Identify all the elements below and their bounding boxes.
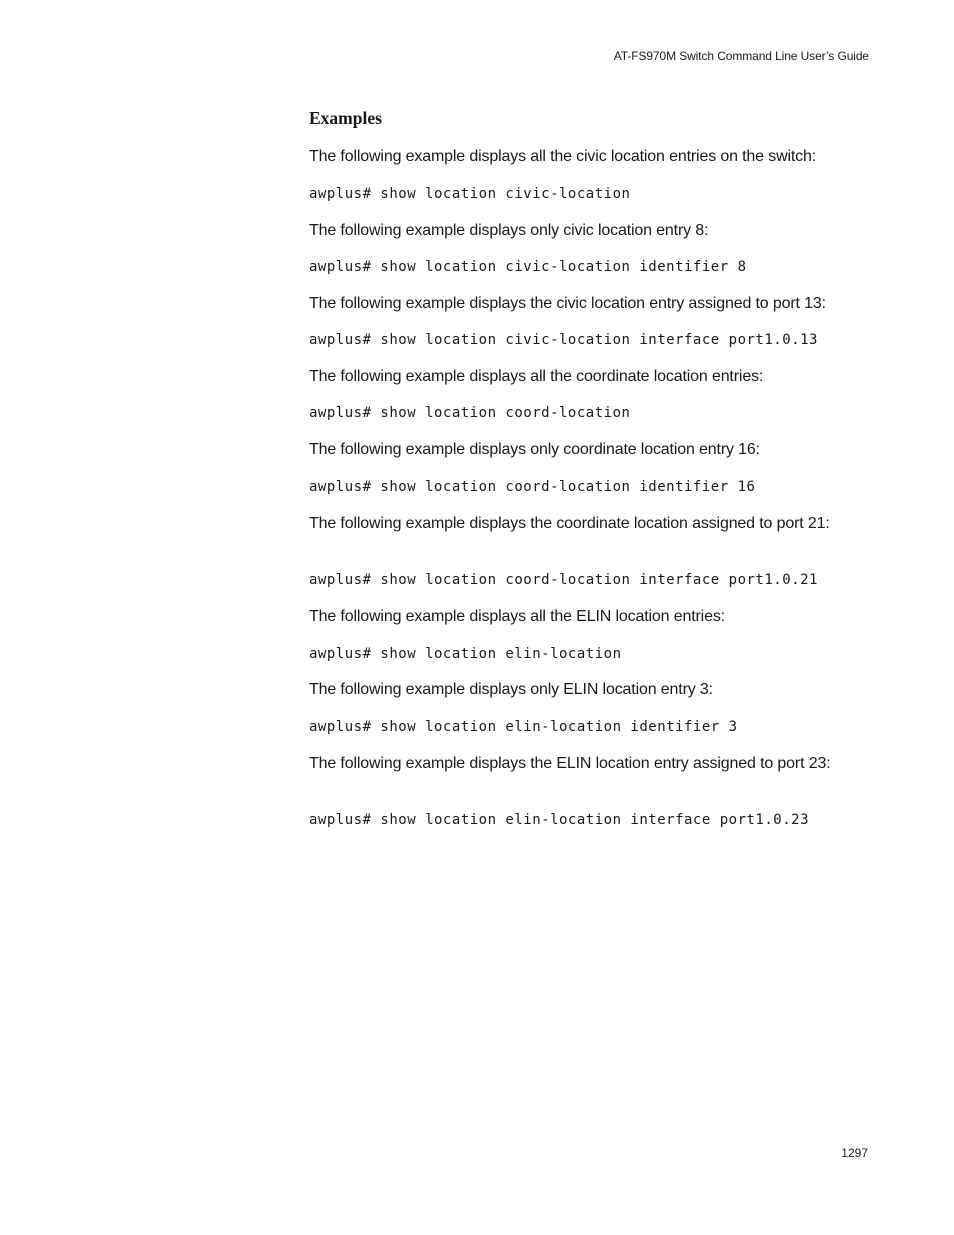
example-description: The following example displays the ELIN location entry assigned to port 23: xyxy=(309,755,831,772)
example-description: The following example displays only coordinate location entry 16: xyxy=(309,441,760,458)
page-header-title: AT-FS970M Switch Command Line User’s Guide xyxy=(613,49,869,63)
example-command: awplus# show location civic-location interface port1.0.13 xyxy=(309,332,818,348)
example-command: awplus# show location coord-location identifier 16 xyxy=(309,479,756,495)
example-command: awplus# show location coord-location interface port1.0.21 xyxy=(309,572,818,588)
example-description: The following example displays all the civic location entries on the switch: xyxy=(309,148,817,165)
example-description: The following example displays only civic location entry 8: xyxy=(309,222,709,239)
example-command: awplus# show location elin-location xyxy=(309,646,622,662)
example-command: awplus# show location civic-location xyxy=(309,186,631,202)
example-command: awplus# show location elin-location interface port1.0.23 xyxy=(309,812,810,828)
example-command: awplus# show location civic-location identifier 8 xyxy=(309,259,747,275)
example-description: The following example displays only ELIN location entry 3: xyxy=(309,681,713,698)
example-description: The following example displays all the ELIN location entries: xyxy=(309,608,725,625)
example-command: awplus# show location elin-location identifier 3 xyxy=(309,719,738,735)
page-number: 1297 xyxy=(841,1146,868,1160)
example-command: awplus# show location coord-location xyxy=(309,405,631,421)
section-heading: Examples xyxy=(309,108,382,128)
example-description: The following example displays all the coordinate location entries: xyxy=(309,368,764,385)
example-description: The following example displays the civic location entry assigned to port 13: xyxy=(309,295,826,312)
example-description: The following example displays the coordinate location assigned to port 21: xyxy=(309,515,830,532)
